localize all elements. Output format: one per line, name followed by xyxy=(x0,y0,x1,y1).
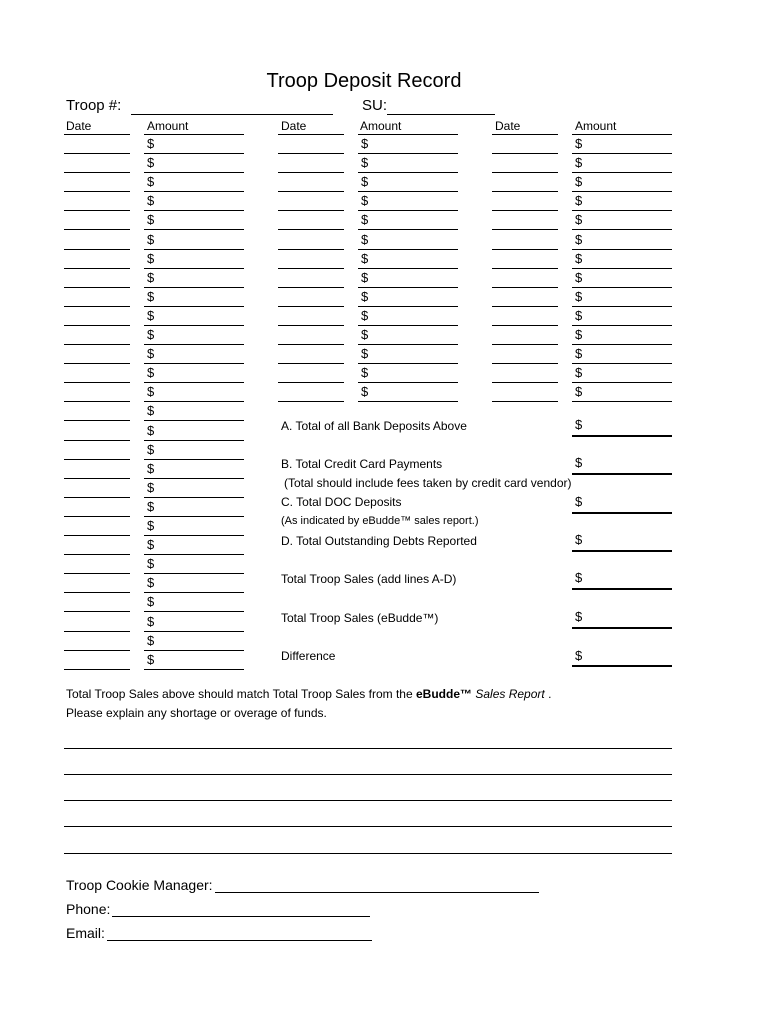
date-field[interactable] xyxy=(64,344,130,345)
dollar-sign: $ xyxy=(147,155,155,170)
dollar-sign: $ xyxy=(147,251,155,266)
dollar-sign: $ xyxy=(575,289,583,304)
date-field[interactable] xyxy=(492,153,558,154)
date-field[interactable] xyxy=(64,249,130,250)
dollar-sign: $ xyxy=(575,270,583,285)
email-label: Email: xyxy=(66,925,105,941)
amount-field[interactable] xyxy=(358,325,458,326)
amount-field[interactable] xyxy=(358,344,458,345)
dollar-sign: $ xyxy=(361,365,369,380)
difference-dollar: $ xyxy=(575,648,583,663)
su-field[interactable] xyxy=(387,114,495,115)
date-field[interactable] xyxy=(64,325,130,326)
dollar-sign: $ xyxy=(361,212,369,227)
total-ad-dollar: $ xyxy=(575,570,583,585)
dollar-sign: $ xyxy=(361,251,369,266)
date-field[interactable] xyxy=(278,191,344,192)
total-a-dollar: $ xyxy=(575,417,583,432)
dollar-sign: $ xyxy=(361,193,369,208)
dollar-sign: $ xyxy=(147,575,155,590)
date-field[interactable] xyxy=(64,459,130,460)
total-b-label: B. Total Credit Card Payments xyxy=(281,457,443,471)
dollar-sign: $ xyxy=(147,614,155,629)
amount-header-1: Amount xyxy=(147,119,189,133)
amount-field[interactable] xyxy=(572,306,672,307)
amount-field[interactable] xyxy=(144,650,244,651)
header-underline xyxy=(492,134,558,135)
date-field[interactable] xyxy=(492,191,558,192)
amount-field[interactable] xyxy=(572,172,672,173)
total-d-dollar: $ xyxy=(575,532,583,547)
total-c-field[interactable] xyxy=(572,512,672,514)
amount-field[interactable] xyxy=(144,325,244,326)
dollar-sign: $ xyxy=(361,289,369,304)
amount-field[interactable] xyxy=(358,249,458,250)
dollar-sign: $ xyxy=(361,327,369,342)
date-field[interactable] xyxy=(278,249,344,250)
date-header-2: Date xyxy=(281,119,307,133)
su-label: SU: xyxy=(362,97,388,114)
date-field[interactable] xyxy=(278,306,344,307)
amount-field[interactable] xyxy=(144,344,244,345)
dollar-sign: $ xyxy=(147,232,155,247)
date-field[interactable] xyxy=(492,287,558,288)
total-a-field[interactable] xyxy=(572,435,672,437)
page-title: Troop Deposit Record xyxy=(266,70,462,92)
date-field[interactable] xyxy=(492,268,558,269)
note-line-1 xyxy=(66,687,551,701)
dollar-sign: $ xyxy=(361,308,369,323)
amount-field[interactable] xyxy=(572,363,672,364)
amount-field[interactable] xyxy=(358,306,458,307)
date-field[interactable] xyxy=(492,325,558,326)
date-field[interactable] xyxy=(64,440,130,441)
date-field[interactable] xyxy=(492,306,558,307)
date-field[interactable] xyxy=(64,363,130,364)
total-c-dollar: $ xyxy=(575,494,583,509)
date-field[interactable] xyxy=(64,287,130,288)
troop-label: Troop #: xyxy=(66,97,122,114)
dollar-sign: $ xyxy=(575,155,583,170)
amount-field[interactable] xyxy=(144,382,244,383)
dollar-sign: $ xyxy=(147,289,155,304)
date-field[interactable] xyxy=(278,268,344,269)
dollar-sign: $ xyxy=(575,193,583,208)
dollar-sign: $ xyxy=(147,270,155,285)
total-c-label: C. Total DOC Deposits xyxy=(281,495,402,509)
total-ebudde-label: Total Troop Sales (eBudde™) xyxy=(281,611,439,625)
amount-field[interactable] xyxy=(144,440,244,441)
date-field[interactable] xyxy=(64,478,130,479)
dollar-sign: $ xyxy=(575,327,583,342)
explanation-line[interactable] xyxy=(64,748,672,749)
amount-field[interactable] xyxy=(572,382,672,383)
amount-field[interactable] xyxy=(572,153,672,154)
amount-field[interactable] xyxy=(572,191,672,192)
date-field[interactable] xyxy=(64,420,130,421)
dollar-sign: $ xyxy=(147,346,155,361)
amount-field[interactable] xyxy=(572,268,672,269)
dollar-sign: $ xyxy=(361,270,369,285)
troop-number-field[interactable] xyxy=(131,114,333,115)
date-field[interactable] xyxy=(278,153,344,154)
phone-field[interactable] xyxy=(112,916,370,917)
amount-field[interactable] xyxy=(144,631,244,632)
note-line-2: Please explain any shortage or overage of funds. xyxy=(66,706,327,720)
header-underline xyxy=(358,134,458,135)
date-field[interactable] xyxy=(64,611,130,612)
date-field[interactable] xyxy=(278,401,344,402)
date-field[interactable] xyxy=(278,363,344,364)
note-ebudde: eBudde™ xyxy=(415,687,472,701)
dollar-sign: $ xyxy=(147,308,155,323)
dollar-sign: $ xyxy=(147,423,155,438)
date-field[interactable] xyxy=(492,344,558,345)
date-field[interactable] xyxy=(492,229,558,230)
date-field[interactable] xyxy=(278,287,344,288)
total-a-label: A. Total of all Bank Deposits Above xyxy=(281,419,467,433)
dollar-sign: $ xyxy=(147,556,155,571)
amount-field[interactable] xyxy=(572,287,672,288)
dollar-sign: $ xyxy=(147,403,155,418)
dollar-sign: $ xyxy=(147,212,155,227)
amount-field[interactable] xyxy=(144,268,244,269)
date-field[interactable] xyxy=(278,172,344,173)
amount-field[interactable] xyxy=(144,497,244,498)
amount-field[interactable] xyxy=(358,287,458,288)
amount-field[interactable] xyxy=(144,229,244,230)
dollar-sign: $ xyxy=(147,537,155,552)
dollar-sign: $ xyxy=(361,155,369,170)
header-underline xyxy=(144,134,244,135)
dollar-sign: $ xyxy=(361,136,369,151)
date-field[interactable] xyxy=(64,631,130,632)
dollar-sign: $ xyxy=(575,136,583,151)
date-field[interactable] xyxy=(64,229,130,230)
dollar-sign: $ xyxy=(147,365,155,380)
amount-field[interactable] xyxy=(144,401,244,402)
total-c-note: (As indicated by eBudde™ sales report.) xyxy=(281,515,479,527)
amount-field[interactable] xyxy=(144,306,244,307)
amount-field[interactable] xyxy=(144,172,244,173)
date-header-3: Date xyxy=(495,119,521,133)
date-field[interactable] xyxy=(64,191,130,192)
amount-field[interactable] xyxy=(144,611,244,612)
date-field[interactable] xyxy=(64,592,130,593)
dollar-sign: $ xyxy=(575,346,583,361)
explanation-line[interactable] xyxy=(64,800,672,801)
date-field[interactable] xyxy=(64,516,130,517)
dollar-sign: $ xyxy=(147,136,155,151)
dollar-sign: $ xyxy=(575,365,583,380)
amount-field[interactable] xyxy=(358,153,458,154)
amount-field[interactable] xyxy=(144,554,244,555)
date-field[interactable] xyxy=(64,210,130,211)
total-ebudde-field[interactable] xyxy=(572,627,672,629)
difference-label: Difference xyxy=(281,649,336,663)
total-ad-field[interactable] xyxy=(572,588,672,590)
total-b-field[interactable] xyxy=(572,473,672,475)
date-field[interactable] xyxy=(64,306,130,307)
date-field[interactable] xyxy=(492,210,558,211)
amount-field[interactable] xyxy=(144,535,244,536)
amount-field[interactable] xyxy=(572,249,672,250)
dollar-sign: $ xyxy=(575,308,583,323)
amount-header-2: Amount xyxy=(360,119,402,133)
amount-field[interactable] xyxy=(572,210,672,211)
email-field[interactable] xyxy=(107,940,372,941)
amount-field[interactable] xyxy=(358,229,458,230)
dollar-sign: $ xyxy=(361,384,369,399)
amount-field[interactable] xyxy=(144,287,244,288)
dollar-sign: $ xyxy=(147,652,155,667)
dollar-sign: $ xyxy=(147,633,155,648)
total-d-label: D. Total Outstanding Debts Reported xyxy=(281,534,477,548)
date-field[interactable] xyxy=(64,401,130,402)
amount-field[interactable] xyxy=(358,382,458,383)
amount-field[interactable] xyxy=(144,363,244,364)
date-field[interactable] xyxy=(492,172,558,173)
date-field[interactable] xyxy=(64,573,130,574)
dollar-sign: $ xyxy=(575,384,583,399)
dollar-sign: $ xyxy=(575,174,583,189)
dollar-sign: $ xyxy=(147,442,155,457)
amount-field[interactable] xyxy=(144,459,244,460)
amount-field[interactable] xyxy=(572,325,672,326)
total-ebudde-dollar: $ xyxy=(575,609,583,624)
dollar-sign: $ xyxy=(147,480,155,495)
dollar-sign: $ xyxy=(147,193,155,208)
date-field[interactable] xyxy=(64,535,130,536)
dollar-sign: $ xyxy=(361,174,369,189)
amount-header-3: Amount xyxy=(575,119,617,133)
date-field[interactable] xyxy=(64,268,130,269)
date-field[interactable] xyxy=(64,669,130,670)
date-field[interactable] xyxy=(278,382,344,383)
amount-field[interactable] xyxy=(358,210,458,211)
dollar-sign: $ xyxy=(147,174,155,189)
amount-field[interactable] xyxy=(144,573,244,574)
amount-field[interactable] xyxy=(144,592,244,593)
amount-field[interactable] xyxy=(358,268,458,269)
amount-field[interactable] xyxy=(358,191,458,192)
header-underline xyxy=(278,134,344,135)
total-ad-label: Total Troop Sales (add lines A-D) xyxy=(281,572,457,586)
dollar-sign: $ xyxy=(575,251,583,266)
explanation-line[interactable] xyxy=(64,853,672,854)
note-suffix: . xyxy=(548,687,552,701)
dollar-sign: $ xyxy=(361,346,369,361)
amount-field[interactable] xyxy=(358,172,458,173)
amount-field[interactable] xyxy=(572,344,672,345)
explanation-line[interactable] xyxy=(64,826,672,827)
amount-field[interactable] xyxy=(144,669,244,670)
date-field[interactable] xyxy=(492,401,558,402)
dollar-sign: $ xyxy=(147,327,155,342)
amount-field[interactable] xyxy=(144,210,244,211)
date-field[interactable] xyxy=(64,153,130,154)
date-field[interactable] xyxy=(64,650,130,651)
note-prefix: Total Troop Sales above should match Total Troop Sales from the xyxy=(66,687,413,701)
date-field[interactable] xyxy=(64,554,130,555)
amount-field[interactable] xyxy=(358,401,458,402)
amount-field[interactable] xyxy=(144,478,244,479)
amount-field[interactable] xyxy=(358,363,458,364)
amount-field[interactable] xyxy=(572,229,672,230)
explanation-line[interactable] xyxy=(64,774,672,775)
phone-label: Phone: xyxy=(66,901,111,917)
amount-field[interactable] xyxy=(144,516,244,517)
date-header-1: Date xyxy=(66,119,92,133)
date-field[interactable] xyxy=(64,172,130,173)
total-b-dollar: $ xyxy=(575,455,583,470)
date-field[interactable] xyxy=(278,344,344,345)
date-field[interactable] xyxy=(278,325,344,326)
dollar-sign: $ xyxy=(147,384,155,399)
header-underline xyxy=(572,134,672,135)
dollar-sign: $ xyxy=(147,518,155,533)
manager-label: Troop Cookie Manager: xyxy=(66,877,213,893)
total-b-note: (Total should include fees taken by credit card vendor) xyxy=(284,476,572,490)
amount-field[interactable] xyxy=(572,401,672,402)
dollar-sign: $ xyxy=(575,212,583,227)
dollar-sign: $ xyxy=(147,594,155,609)
date-field[interactable] xyxy=(64,497,130,498)
dollar-sign: $ xyxy=(147,499,155,514)
date-field[interactable] xyxy=(492,363,558,364)
amount-field[interactable] xyxy=(144,249,244,250)
manager-field[interactable] xyxy=(215,892,539,893)
date-field[interactable] xyxy=(278,229,344,230)
date-field[interactable] xyxy=(492,249,558,250)
dollar-sign: $ xyxy=(361,232,369,247)
total-d-field[interactable] xyxy=(572,550,672,552)
dollar-sign: $ xyxy=(147,461,155,476)
header-underline xyxy=(64,134,130,135)
date-field[interactable] xyxy=(64,382,130,383)
dollar-sign: $ xyxy=(575,232,583,247)
date-field[interactable] xyxy=(278,210,344,211)
amount-field[interactable] xyxy=(144,420,244,421)
date-field[interactable] xyxy=(492,382,558,383)
note-report: Sales Report xyxy=(475,687,545,701)
amount-field[interactable] xyxy=(144,153,244,154)
amount-field[interactable] xyxy=(144,191,244,192)
difference-field[interactable] xyxy=(572,665,672,667)
